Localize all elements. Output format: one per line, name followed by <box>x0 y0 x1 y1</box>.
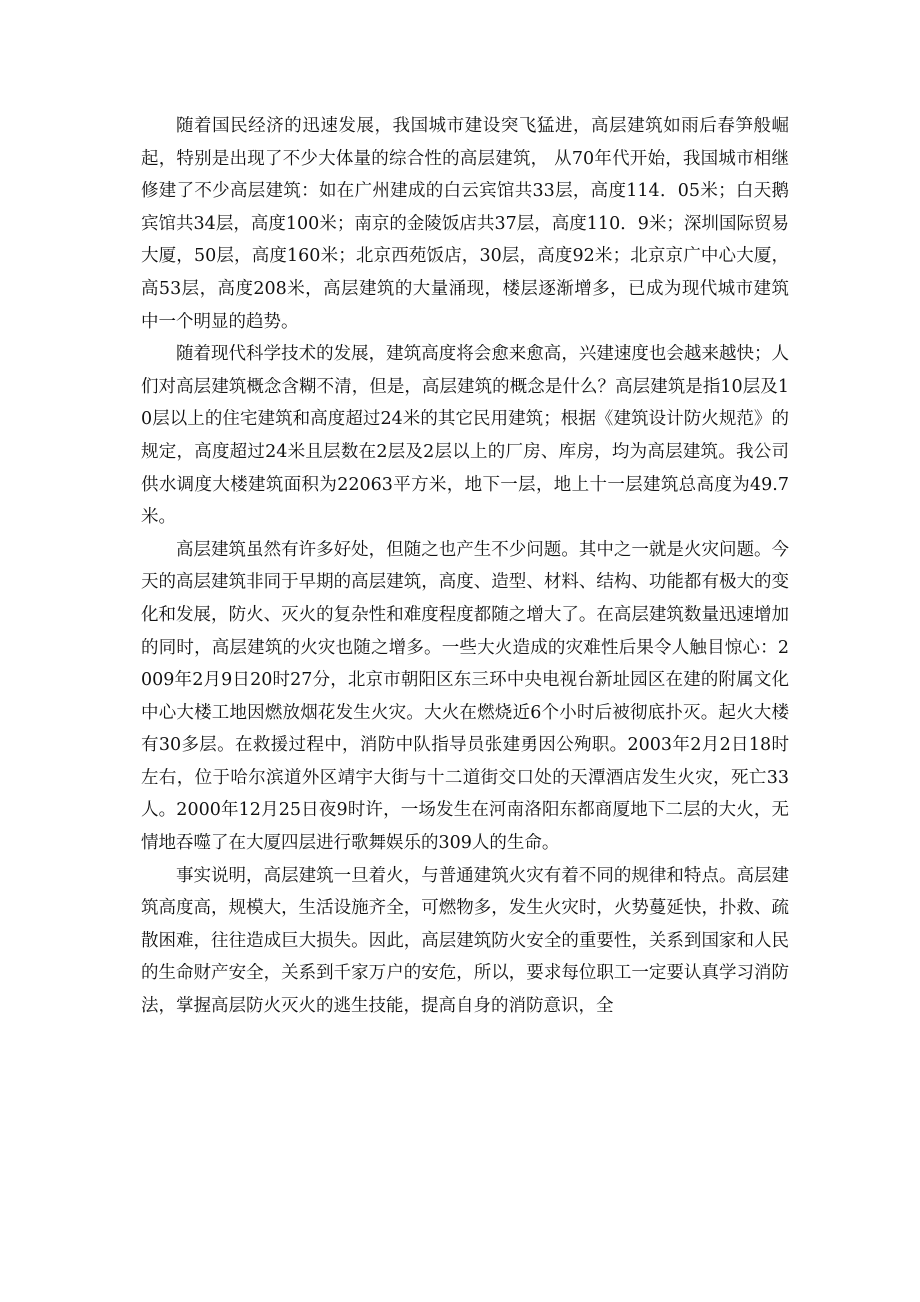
document-body <box>141 110 789 1023</box>
paragraph-2: 随着现代科学技术的发展，建筑高度将会愈来愈高，兴建速度也会越来越快；人们对高层建筑概念含糊不清，但是，高层建筑的概念是什么？高层建筑是指10层及10层以上的住宅建筑和高度超过24米的其它民用建筑；根据《建筑设计防火规范》的规定，高度超过24米且层数在2层及2层以上的厂房、库房，均为高层建筑。我公司供水调度大楼建筑面积为22063平方米，地下一层，地上十一层建筑总高度为49.7米。 <box>141 344 789 528</box>
paragraph-4: 事实说明，高层建筑一旦着火，与普通建筑火灾有着不同的规律和特点。高层建筑高度高，规模大，生活设施齐全，可燃物多，发生火灾时，火势蔓延快，扑救、疏散困难，往往造成巨大损失。因此，高层建筑防火安全的重要性，关系到国家和人民的生命财产安全，关系到千家万户的安危，所以，要求每位职工一定要认真学习消防法，掌握高层防火灭火的逃生技能，提高自身的消防意识，全 <box>141 865 789 1017</box>
paragraph-3: 高层建筑虽然有许多好处，但随之也产生不少问题。其中之一就是火灾问题。今天的高层建筑非同于早期的高层建筑，高度、造型、材料、结构、功能都有极大的变化和发展，防火、灭火的复杂性和难度程度都随之增大了。在高层建筑数量迅速增加的同时，高层建筑的火灾也随之增多。一些大火造成的灾难性后果令人触目惊心：2009年2月9日20时27分，北京市朝阳区东三环中央电视台新址园区在建的附属文化中心大楼工地因燃放烟花发生火灾。大火在燃烧近6个小时后被彻底扑灭。起火大楼有30多层。在救援过程中，消防中队指导员张建勇因公殉职。2003年2月2日18时左右，位于哈尔滨道外区靖宇大街与十二道街交口处的天潭酒店发生火灾，死亡33人。2000年12月25日夜9时许，一场发生在河南洛阳东都商厦地下二层的大火，无情地吞噬了在大厦四层进行歌舞娱乐的309人的生命。 <box>141 539 789 854</box>
paragraph-1: 随着国民经济的迅速发展，我国城市建设突飞猛进，高层建筑如雨后春笋般崛起，特别是出现了不少大体量的综合性的高层建筑， 从70年代开始，我国城市相继修建了不少高层建筑：如在广州建成的白云宾馆共33层，高度114．05米；白天鹅宾馆共34层，高度100米；南京的金陵饭店共37层，高度110．9米；深圳国际贸易大厦，50层，高度160米；北京西苑饭店，30层，高度92米；北京京广中心大厦，高53层，高度208米，高层建筑的大量涌现，楼层逐渐增多，已成为现代城市建筑中一个明显的趋势。 <box>141 116 790 332</box>
